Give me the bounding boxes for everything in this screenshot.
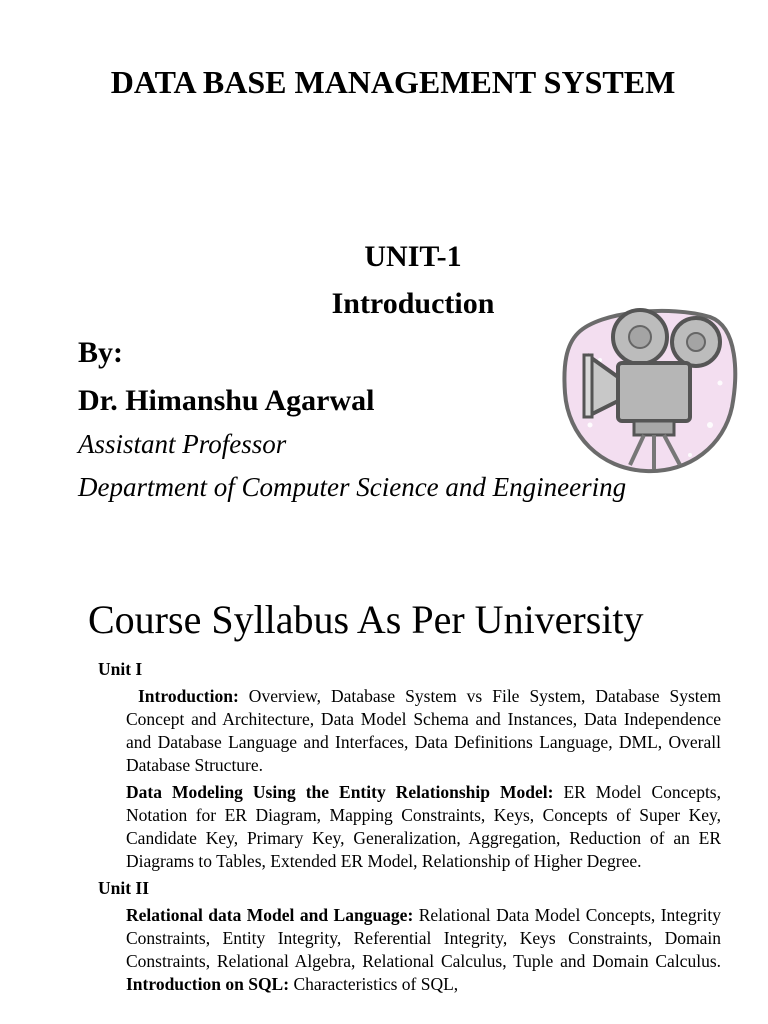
syllabus-body	[98, 658, 721, 1000]
topic-heading: Data Modeling Using the Entity Relationship Model:	[126, 782, 554, 802]
author-name: Dr. Himanshu Agarwal	[78, 384, 375, 417]
topic-text: Overview, Database System vs File System, Database System Concept and Architecture, Data Model Schema and Instances, Data Independence and Database Language and Interfaces, Data Definitions Language, DML, Overall Database Structure.	[126, 686, 721, 775]
topic-paragraph	[126, 904, 721, 996]
topic-paragraph	[126, 685, 721, 777]
syllabus-title: Course Syllabus As Per University	[88, 597, 644, 642]
topic-heading: Relational data Model and Language:	[126, 905, 414, 925]
unit-heading-1: Unit I	[98, 659, 143, 679]
unit-heading-2: Unit II	[98, 878, 150, 898]
topic-text: ER Model Concepts, Notation for ER Diagram, Mapping Constraints, Keys, Concepts of Super Key, Candidate Key, Primary Key, Generalization, Aggregation, Reduction of an ER Diagrams to Tables, Extended ER Model, Relationship of Higher Degree.	[126, 782, 721, 871]
unit-label: UNIT-1	[364, 240, 462, 273]
unit-title: Introduction	[331, 287, 495, 320]
topic-heading: Introduction:	[138, 686, 239, 706]
author-department: Department of Computer Science and Engineering	[78, 472, 627, 502]
topic-heading: Introduction on SQL:	[126, 974, 290, 994]
by-label: By:	[78, 336, 123, 369]
syllabus-slide	[0, 578, 768, 1024]
author-designation: Assistant Professor	[78, 429, 287, 459]
topic-paragraph	[126, 781, 721, 873]
movie-camera-icon	[560, 305, 740, 477]
topic-text: Characteristics of SQL,	[289, 974, 459, 994]
topic-text: Relational Data Model Concepts, Integrity Constraints, Entity Integrity, Referential Integrity, Keys Constraints, Domain Constraints, Relational Algebra, Relational Calculus, Tuple and Domain Calculus.	[126, 905, 721, 971]
course-title: DATA BASE MANAGEMENT SYSTEM	[110, 64, 676, 100]
